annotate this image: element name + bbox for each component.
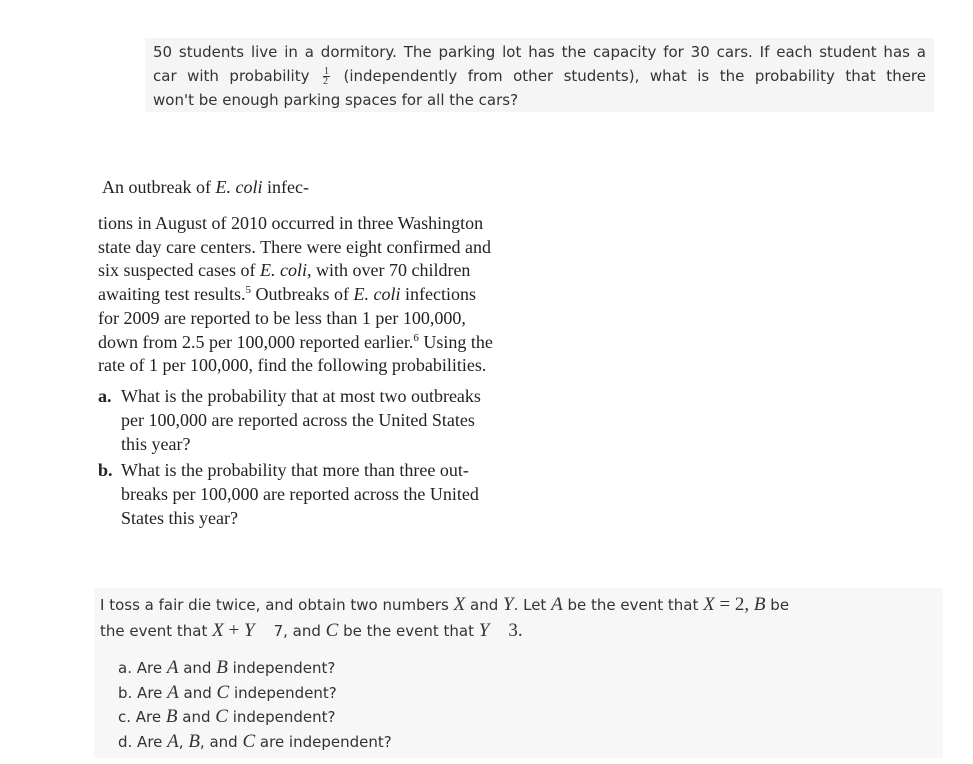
sub-mid: and bbox=[177, 708, 216, 726]
sub-end: are independent? bbox=[255, 732, 392, 751]
body-line-2: state day care centers. There were eight confirmed and bbox=[98, 236, 491, 257]
ecoli-italic: E. coli bbox=[353, 284, 401, 305]
question-b-line-3: States this year? bbox=[121, 508, 238, 528]
eq-rest: = 2, bbox=[714, 594, 754, 615]
problem-2-questions bbox=[98, 384, 538, 532]
problem-2-body bbox=[98, 212, 532, 378]
footnote-5: 5 bbox=[245, 284, 251, 297]
l4-post: infections bbox=[400, 284, 476, 305]
p1-line2-pre: car with probability bbox=[153, 67, 310, 85]
comma: , bbox=[178, 732, 189, 751]
question-a-line-1: What is the probability that at most two outbreaks bbox=[121, 386, 481, 406]
l6-pre: down from 2.5 per 100,000 reported earlier. bbox=[98, 331, 414, 352]
s8: be the event that bbox=[338, 622, 479, 640]
var-C: C bbox=[215, 706, 228, 727]
body-line-3 bbox=[98, 259, 532, 283]
var-X: X bbox=[453, 594, 466, 615]
body-line-1: tions in August of 2010 occurred in three Washington bbox=[98, 213, 484, 233]
question-b-line-1: What is the probability that more than three out- bbox=[121, 460, 469, 480]
problem-3-box bbox=[94, 588, 943, 758]
problem-3-subquestions bbox=[118, 656, 392, 754]
sub-end: independent? bbox=[229, 683, 337, 702]
sub-label: b. Are bbox=[118, 683, 168, 702]
s3: . Let bbox=[513, 596, 552, 614]
sub-end: independent? bbox=[227, 659, 336, 677]
ecoli-italic: E. coli bbox=[259, 260, 307, 281]
sub-end: independent? bbox=[227, 708, 336, 726]
var-C: C bbox=[325, 620, 339, 641]
l4-pre: awaiting test results. bbox=[98, 284, 246, 305]
plus-sign: + bbox=[223, 620, 244, 641]
var-C: C bbox=[216, 681, 230, 703]
s9: 3. bbox=[489, 620, 523, 641]
var-A: A bbox=[167, 681, 179, 703]
statement-line-2 bbox=[100, 618, 938, 644]
subquestion-d bbox=[118, 730, 392, 755]
var-A: A bbox=[166, 657, 179, 678]
s1: I toss a fair die twice, and obtain two numbers bbox=[100, 596, 454, 614]
var-B: B bbox=[753, 594, 766, 615]
footnote-6: 6 bbox=[413, 331, 419, 344]
problem-1-line-2 bbox=[153, 64, 926, 88]
s2: and bbox=[465, 596, 503, 614]
question-b bbox=[98, 458, 538, 530]
var-B: B bbox=[165, 706, 178, 727]
var-B: B bbox=[188, 730, 200, 752]
question-a-line-2: per 100,000 are reported across the United States bbox=[121, 410, 475, 430]
subquestion-b bbox=[118, 681, 392, 706]
l6-post: Using the bbox=[418, 331, 493, 352]
subquestion-a bbox=[118, 656, 392, 681]
problem-1-line-1: 50 students live in a dormitory. The parking lot has the capacity for 30 cars. If each student has a bbox=[153, 43, 926, 61]
comma-and: , and bbox=[199, 732, 243, 751]
var-C: C bbox=[242, 730, 256, 752]
body-line-5: for 2009 are reported to be less than 1 per 100,000, bbox=[98, 307, 466, 328]
var-A: A bbox=[551, 594, 563, 615]
var-Y: Y bbox=[503, 594, 514, 615]
l3-post: , with over 70 children bbox=[306, 260, 471, 281]
problem-1-line-3: won't be enough parking spaces for all the cars? bbox=[153, 91, 519, 109]
question-b-line-2: breaks per 100,000 are reported across the United bbox=[121, 484, 479, 504]
intro-text: An outbreak of bbox=[102, 177, 216, 197]
var-X: X bbox=[212, 620, 224, 641]
s4: be the event that bbox=[562, 596, 704, 614]
question-a-line-3: this year? bbox=[121, 434, 191, 454]
sub-label: a. Are bbox=[118, 659, 167, 677]
one-half-fraction bbox=[323, 67, 330, 86]
var-A: A bbox=[167, 730, 179, 752]
problem-2-intro bbox=[102, 176, 309, 198]
l3-pre: six suspected cases of bbox=[98, 260, 260, 281]
var-B: B bbox=[216, 657, 228, 678]
s6: the event that bbox=[100, 622, 213, 640]
s5: be bbox=[765, 596, 790, 614]
statement-line-1 bbox=[100, 592, 938, 618]
var-Y: Y bbox=[478, 620, 490, 641]
subquestion-c bbox=[118, 705, 392, 730]
fraction-numerator: 1 bbox=[323, 66, 329, 77]
body-line-4 bbox=[98, 283, 532, 307]
fraction-denominator: 2 bbox=[322, 76, 328, 87]
s7: 7, and bbox=[254, 622, 326, 640]
l4-mid: Outbreaks of bbox=[250, 284, 354, 305]
question-a-label: a. bbox=[98, 386, 112, 406]
problem-3-statement bbox=[100, 592, 938, 644]
p1-line2-post: (independently from other students), what is the probability that there bbox=[343, 67, 926, 85]
question-b-label: b. bbox=[98, 460, 113, 480]
var-X: X bbox=[703, 594, 715, 615]
sub-mid: and bbox=[178, 659, 217, 677]
intro-text-end: infec- bbox=[262, 177, 309, 197]
var-Y: Y bbox=[243, 620, 255, 641]
problem-1-box bbox=[145, 38, 934, 112]
ecoli-italic: E. coli bbox=[215, 177, 263, 197]
sub-label: c. Are bbox=[118, 708, 166, 726]
body-line-6 bbox=[98, 331, 532, 355]
body-line-7: rate of 1 per 100,000, find the following probabilities. bbox=[98, 355, 487, 376]
sub-label: d. Are bbox=[118, 732, 168, 751]
question-a bbox=[98, 384, 538, 456]
sub-mid: and bbox=[178, 683, 217, 702]
